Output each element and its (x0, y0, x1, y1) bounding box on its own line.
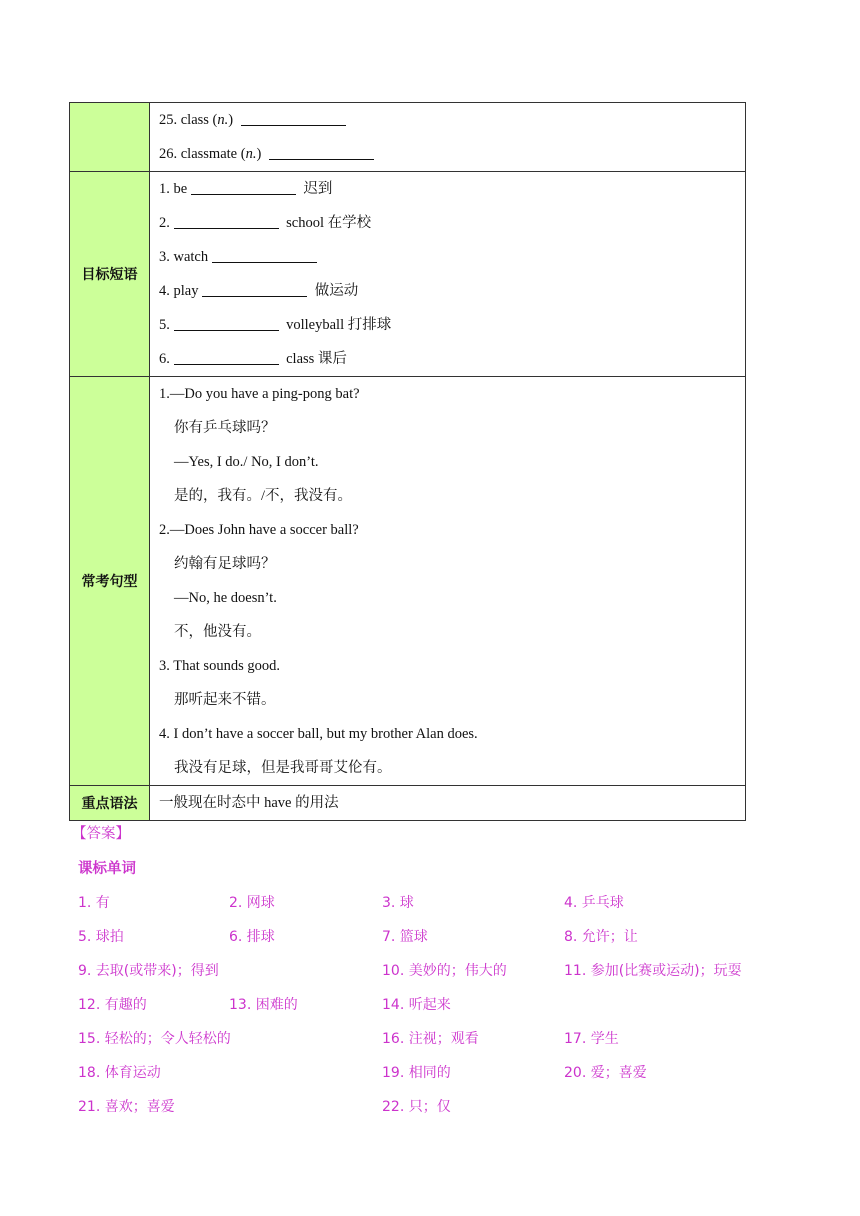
answer-item: 7. 篮球 (382, 929, 428, 945)
item-text: 5. (159, 317, 174, 333)
answer-item: 21. 喜欢；喜爱 (78, 1099, 175, 1115)
list-item (159, 308, 745, 342)
item-text: 25. class ( (159, 112, 218, 128)
answer-item: 13. 困难的 (229, 997, 298, 1013)
fill-blank (174, 214, 279, 229)
list-item (159, 206, 745, 240)
item-text: volleyball 打排球 (282, 317, 392, 333)
list-item (159, 342, 745, 376)
fill-blank (269, 145, 374, 160)
row-content (150, 103, 746, 172)
row-label: 目标短语 (70, 172, 150, 377)
answer-item: 11. 参加(比赛或运动)；玩耍 (564, 963, 742, 979)
item-text: 迟到 (299, 181, 333, 197)
sentence-chinese: 约翰有足球吗？ (174, 556, 276, 572)
list-item (159, 240, 745, 274)
sentence-chinese: 我没有足球，但是我哥哥艾伦有。 (174, 760, 392, 776)
answer-item: 2. 网球 (229, 895, 275, 911)
grammar-point: 一般现在时态中 have 的用法 (159, 795, 339, 811)
answer-item: 19. 相同的 (382, 1065, 451, 1081)
table-row (70, 103, 746, 172)
sentence-english: 1.—Do you have a ping-pong bat? (159, 386, 360, 402)
row-content (150, 377, 746, 786)
part-of-speech: n. (245, 146, 257, 162)
row-label (70, 103, 150, 172)
answer-header: 【答案】 (72, 826, 130, 842)
fill-blank (212, 248, 317, 263)
item-text: 4. play (159, 283, 203, 299)
sentence-english: —No, he doesn’t. (174, 590, 277, 606)
fill-blank (191, 180, 296, 195)
study-table (69, 102, 746, 821)
row-content (150, 172, 746, 377)
sentence-chinese: 那听起来不错。 (174, 692, 276, 708)
answer-item: 1. 有 (78, 895, 110, 911)
answer-item: 10. 美妙的；伟大的 (382, 963, 507, 979)
item-text: 2. (159, 215, 174, 231)
answer-item: 22. 只；仅 (382, 1099, 451, 1115)
item-text: school 在学校 (282, 215, 372, 231)
item-text: ) (228, 112, 237, 128)
item-text: 6. (159, 351, 174, 367)
sentence-english: —Yes, I do./ No, I don’t. (174, 454, 319, 470)
answer-item: 12. 有趣的 (78, 997, 147, 1013)
item-text: 做运动 (311, 283, 359, 299)
fill-blank (174, 350, 279, 365)
list-item (159, 137, 745, 171)
part-of-speech: n. (217, 112, 229, 128)
sentence-chinese: 是的，我有。/不，我没有。 (174, 488, 353, 504)
table-row (70, 377, 746, 786)
fill-blank (202, 282, 307, 297)
table-row (70, 786, 746, 821)
table-row (70, 172, 746, 377)
sentence-english: 2.—Does John have a soccer ball? (159, 522, 359, 538)
fill-blank (174, 316, 279, 331)
answer-item: 14. 听起来 (382, 997, 451, 1013)
item-text: 3. watch (159, 249, 212, 265)
sentence-english: 4. I don’t have a soccer ball, but my brother Alan does. (159, 726, 478, 742)
list-item (159, 172, 745, 206)
answer-item: 15. 轻松的；令人轻松的 (78, 1031, 231, 1047)
row-content (150, 786, 746, 821)
list-item (159, 274, 745, 308)
fill-blank (241, 111, 346, 126)
answer-item: 9. 去取(或带来)；得到 (78, 963, 219, 979)
sentence-chinese: 你有乒乓球吗？ (174, 420, 276, 436)
list-item (159, 103, 745, 137)
answer-item: 18. 体育运动 (78, 1065, 161, 1081)
answer-item: 8. 允许；让 (564, 929, 638, 945)
item-text: class 课后 (282, 351, 347, 367)
row-label: 常考句型 (70, 377, 150, 786)
answer-item: 16. 注视；观看 (382, 1031, 479, 1047)
row-label: 重点语法 (70, 786, 150, 821)
item-text: 26. classmate ( (159, 146, 246, 162)
answer-item: 6. 排球 (229, 929, 275, 945)
sentence-chinese: 不，他没有。 (174, 624, 261, 640)
item-text: ) (256, 146, 265, 162)
answer-item: 3. 球 (382, 895, 414, 911)
sentence-english: 3. That sounds good. (159, 658, 280, 674)
answer-item: 20. 爱；喜爱 (564, 1065, 647, 1081)
answer-item: 4. 乒乓球 (564, 895, 624, 911)
item-text: 1. be (159, 181, 191, 197)
answer-section-title: 课标单词 (78, 861, 136, 877)
answer-item: 5. 球拍 (78, 929, 124, 945)
answer-item: 17. 学生 (564, 1031, 619, 1047)
